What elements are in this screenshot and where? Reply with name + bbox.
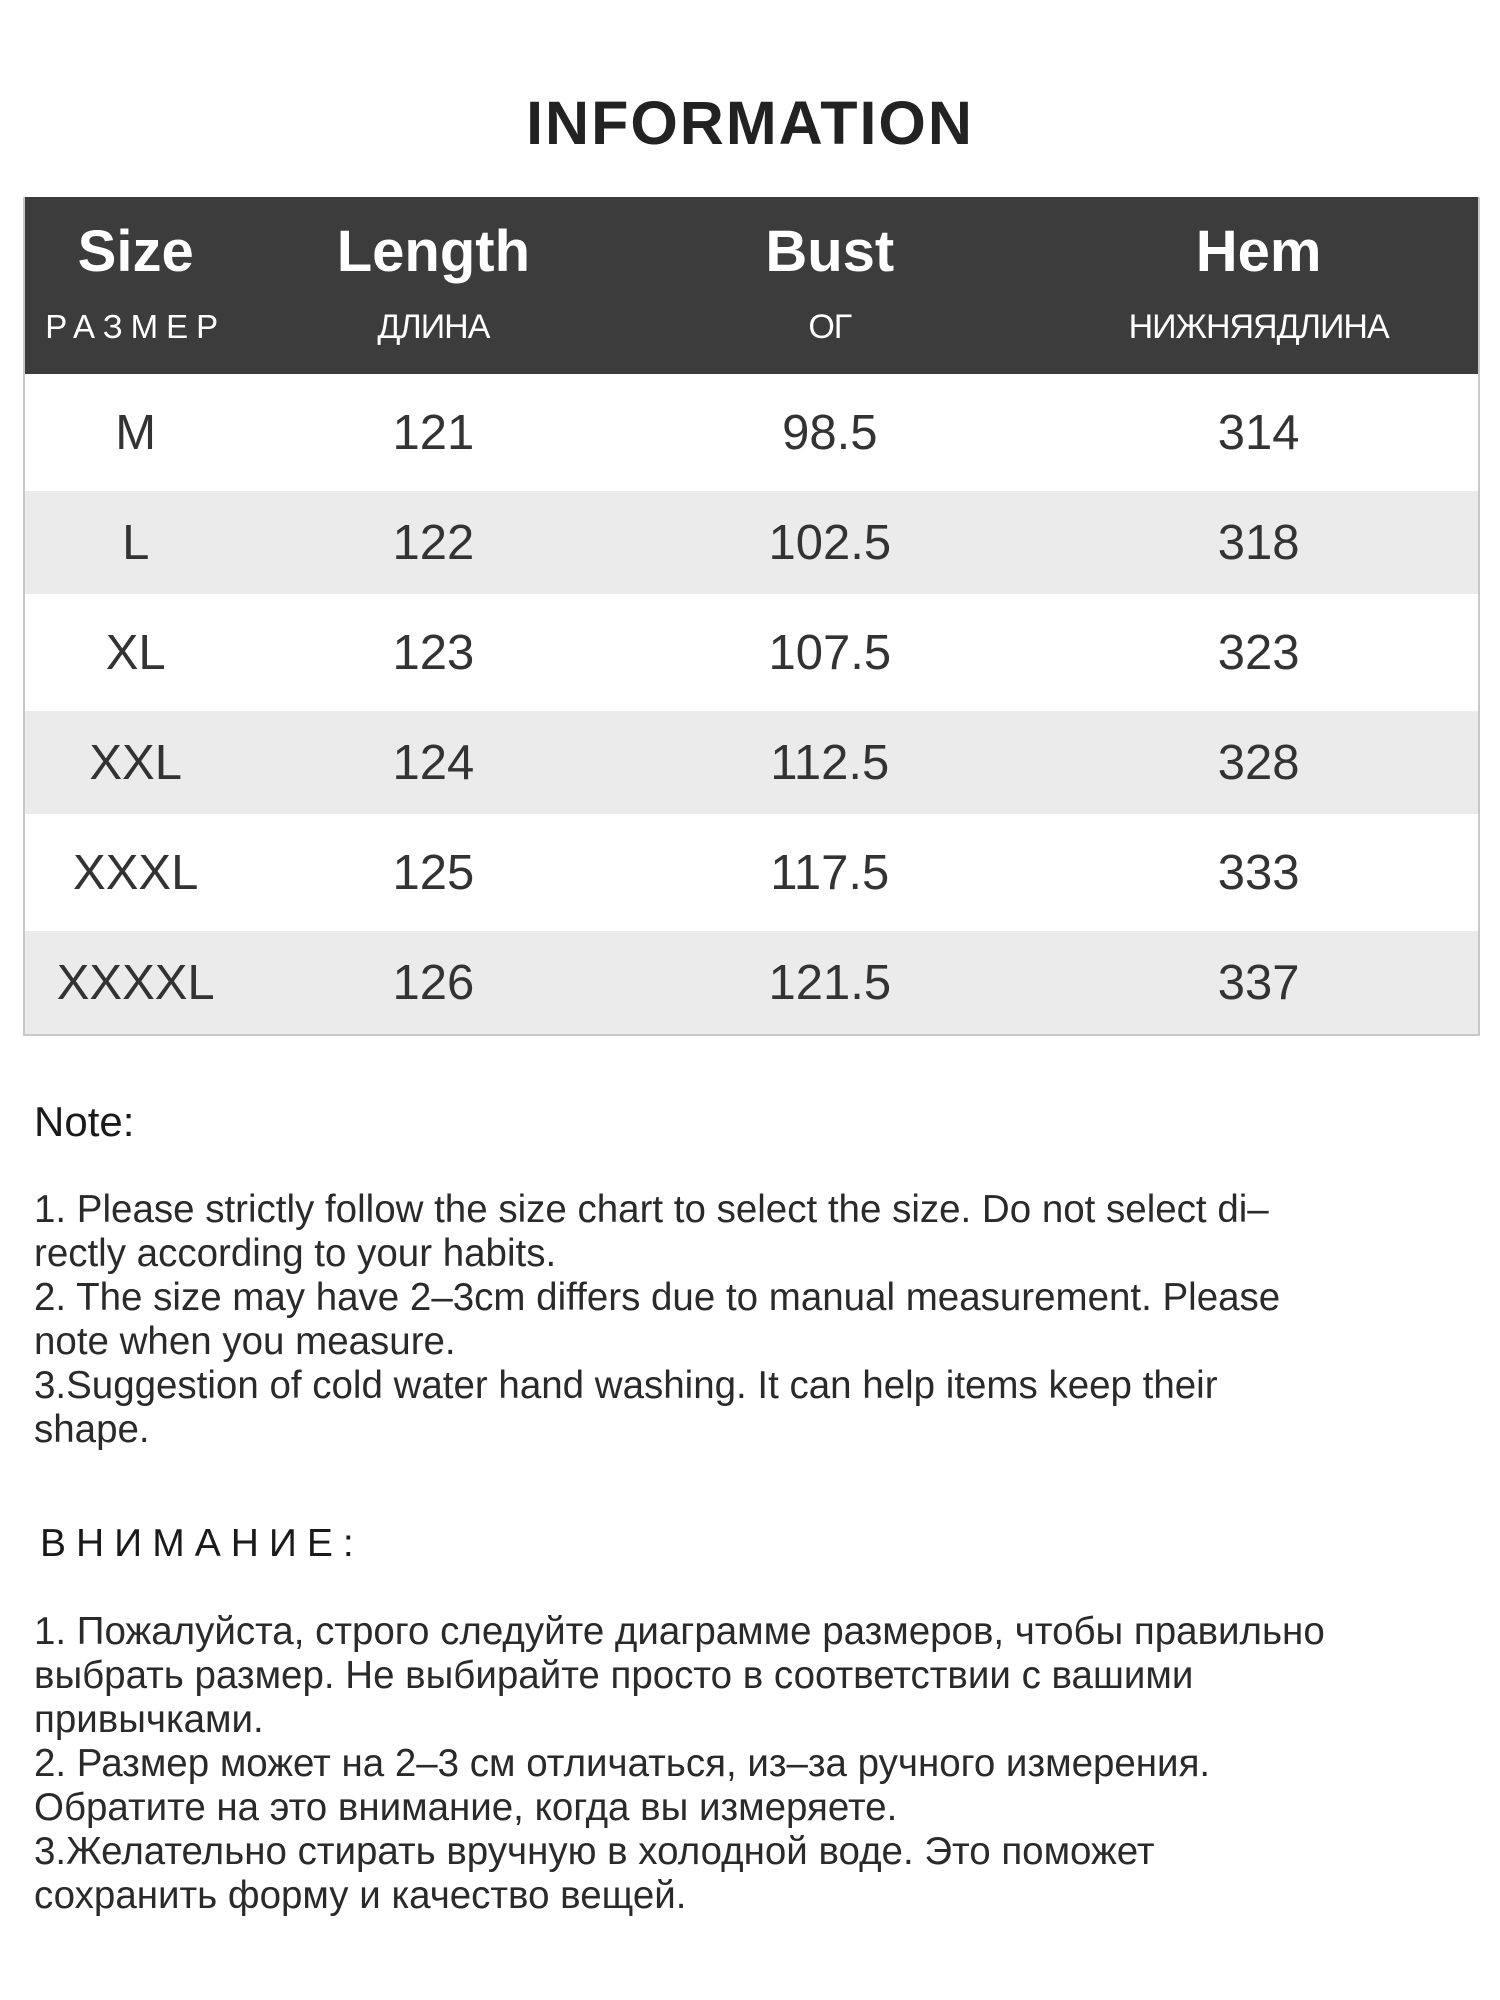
- cell-length: 122: [392, 515, 475, 570]
- header-size-ru: РАЗМЕР: [45, 308, 227, 345]
- cell-size: L: [122, 515, 150, 570]
- cell-hem: 323: [1217, 625, 1300, 680]
- cell-length: 125: [392, 845, 475, 900]
- header-bust-ru: ОГ: [808, 308, 852, 346]
- header-length: [246, 197, 620, 374]
- cell-bust: 121.5: [768, 955, 892, 1010]
- cell-length: 126: [392, 955, 475, 1010]
- cell-size: XXXL: [73, 845, 199, 900]
- ru-note-text: 1. Пожалуйста, строго следуйте диаграмме размеров, чтобы правильно выбрать размер. Не выбирайте просто в соответствии с вашими привычками. 2. Размер может на 2–3 см отличаться, из–за ручного измерения. Обратите на это внимание, когда вы измеряете. 3.Желательно стирать вручную в холодной воде. Это поможет сохранить форму и качество вещей.: [34, 1610, 1325, 1917]
- cell-bust: 98.5: [782, 405, 878, 460]
- header-size-en: Size: [77, 219, 194, 284]
- cell-hem: 333: [1217, 845, 1300, 900]
- header-hem-ru: НИЖНЯЯДЛИНА: [1128, 308, 1389, 346]
- size-table: [23, 197, 1480, 1036]
- table-row: [25, 374, 1478, 491]
- table-row: [25, 814, 1478, 931]
- header-hem: [1039, 197, 1478, 374]
- header-bust-en: Bust: [765, 219, 895, 284]
- table-row: [25, 931, 1478, 1034]
- cell-length: 123: [392, 625, 475, 680]
- cell-length: 121: [392, 405, 475, 460]
- cell-size: XXXXL: [56, 955, 215, 1010]
- table-row: [25, 711, 1478, 814]
- ru-note-heading: ВНИМАНИЕ:: [40, 1522, 364, 1565]
- table-header: [25, 197, 1478, 374]
- cell-length: 124: [392, 735, 475, 790]
- cell-size: XL: [105, 625, 166, 680]
- header-length-ru: ДЛИНА: [377, 308, 490, 346]
- cell-size: XXL: [89, 735, 182, 790]
- cell-bust: 117.5: [770, 845, 890, 900]
- table-row: [25, 594, 1478, 711]
- header-hem-en: Hem: [1195, 219, 1322, 284]
- note-heading: Note:: [34, 1098, 135, 1145]
- page-title: INFORMATION: [526, 89, 974, 157]
- header-size: [25, 197, 246, 374]
- cell-hem: 318: [1217, 515, 1300, 570]
- cell-bust: 107.5: [768, 625, 892, 680]
- header-bust: [620, 197, 1039, 374]
- table-row: [25, 491, 1478, 594]
- cell-hem: 328: [1217, 735, 1300, 790]
- cell-size: M: [115, 405, 157, 460]
- cell-bust: 102.5: [768, 515, 892, 570]
- cell-hem: 337: [1217, 955, 1300, 1010]
- header-length-en: Length: [336, 219, 531, 284]
- cell-bust: 112.5: [770, 735, 890, 790]
- cell-hem: 314: [1217, 405, 1300, 460]
- note-text: 1. Please strictly follow the size chart to select the size. Do not select di– rectly according to your habits. 2. The size may have 2–3cm differs due to manual measurement. Please note when you measure. 3.Suggestion of cold water hand washing. It can help items keep their shape.: [34, 1188, 1281, 1451]
